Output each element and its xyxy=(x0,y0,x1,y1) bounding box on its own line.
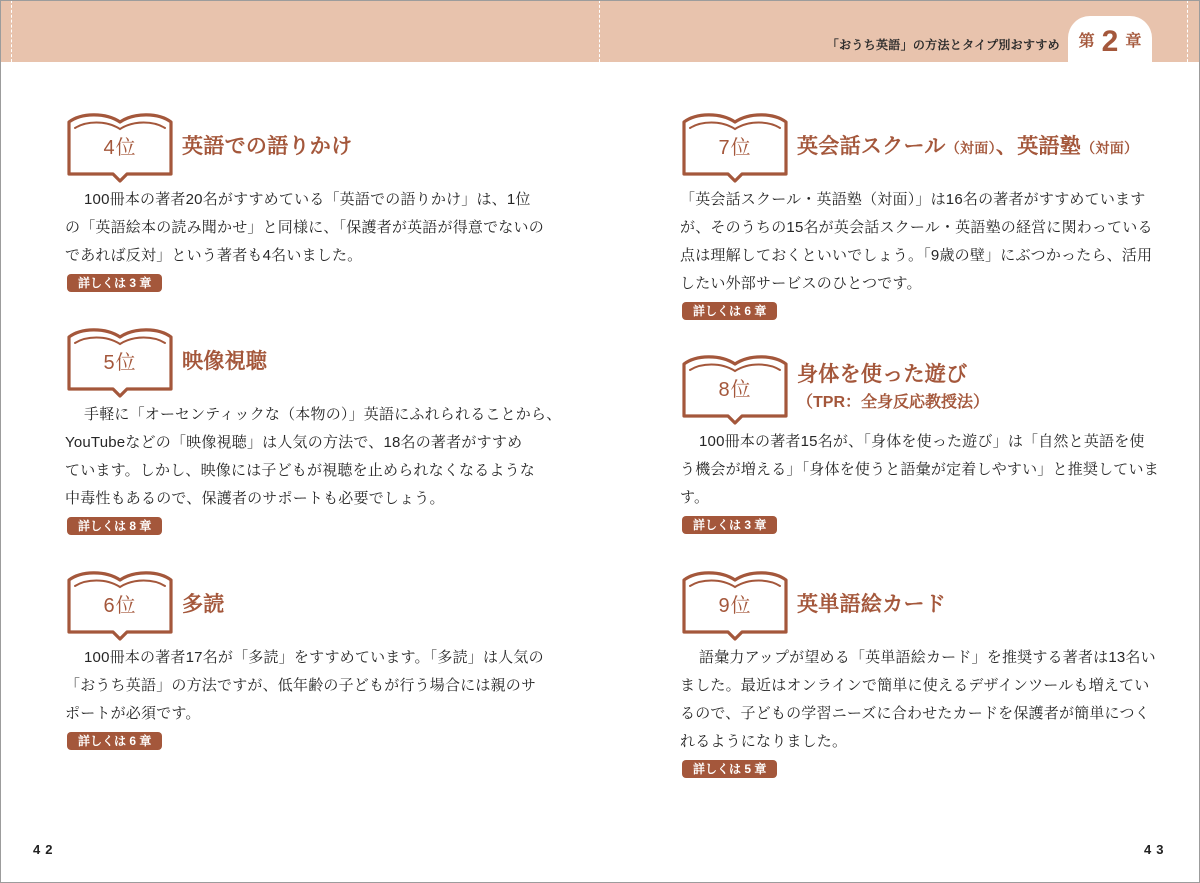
title-block xyxy=(797,133,1138,162)
chapter-prefix: 第 xyxy=(1078,33,1095,50)
item-description xyxy=(65,644,544,728)
description-line: の「英語絵本の読み聞かせ」と同様に、「保護者が英語が得意でないの xyxy=(65,219,544,236)
item-description xyxy=(680,644,1156,756)
item-heading xyxy=(65,110,535,184)
page-number-right: 43 xyxy=(1144,842,1169,857)
rank-label: 5位 xyxy=(103,352,137,374)
description-line: 100冊本の著者20名がすすめている「英語での語りかけ」は、1位 xyxy=(84,191,531,208)
item-heading xyxy=(65,325,535,399)
title-segment: 、英語塾 xyxy=(995,134,1082,158)
chapter-suffix: 章 xyxy=(1125,33,1142,50)
rank-frame xyxy=(65,325,175,399)
description-line: す。 xyxy=(680,489,710,506)
item-title: 身体を使った遊び xyxy=(797,363,968,386)
title-block xyxy=(182,591,225,619)
description-line: れるようになりました。 xyxy=(680,733,848,750)
description-line: 語彙力アップが望める「英単語絵カード」を推奨する著者は13名い xyxy=(699,649,1156,666)
description-line: 点は理解しておくといいでしょう。「9歳の壁」にぶつかったら、活用 xyxy=(680,247,1153,264)
item-description xyxy=(680,428,1159,512)
trim-line-center xyxy=(599,0,600,62)
description-line: 「おうち英語」の方法ですが、低年齢の子どもが行う場合には親のサ xyxy=(65,677,537,694)
rank-label: 9位 xyxy=(718,595,752,617)
description-line: 「英会話スクール・英語塾（対面）」は16名の著者がすすめています xyxy=(680,191,1146,208)
item-title: 英語での語りかけ xyxy=(182,135,353,158)
item-description xyxy=(65,401,562,513)
description-line: 100冊本の著者15名が、「身体を使った遊び」は「自然と英語を使 xyxy=(699,433,1145,450)
title-block xyxy=(797,361,989,417)
running-title: 「おうち英語」の方法とタイプ別おすすめ xyxy=(826,38,1060,52)
rank-frame xyxy=(65,110,175,184)
see-chapter-tag: 詳しくは 6 章 xyxy=(67,732,162,750)
title-block xyxy=(182,133,352,161)
rank-label: 8位 xyxy=(718,379,752,401)
see-chapter-tag: 詳しくは 3 章 xyxy=(682,516,777,534)
item-title: 英単語絵カード xyxy=(797,593,947,616)
trim-line-right xyxy=(1187,0,1188,62)
rank-label: 6位 xyxy=(103,595,137,617)
description-line: であれば反対」という著者も4名いました。 xyxy=(65,247,363,264)
item-heading xyxy=(680,352,1150,426)
description-line: ています。しかし、映像には子どもが視聴を止められなくなるような xyxy=(65,462,536,479)
chapter-tab xyxy=(1068,16,1152,62)
ranking-item-9th xyxy=(680,568,1156,778)
item-title: 多読 xyxy=(182,593,225,616)
see-chapter-tag: 詳しくは 6 章 xyxy=(682,302,777,320)
description-line: 中毒性もあるので、保護者のサポートも必要でしょう。 xyxy=(65,490,445,507)
item-subtitle: （TPR：全身反応教授法） xyxy=(797,394,990,411)
description-line: YouTubeなどの「映像視聴」は人気の方法で、18名の著者がすすめ xyxy=(65,434,523,451)
ranking-item-7th xyxy=(680,110,1153,320)
rank-label: 7位 xyxy=(718,137,752,159)
item-heading xyxy=(680,568,1150,642)
description-line: ポートが必須です。 xyxy=(65,705,201,722)
rank-label: 4位 xyxy=(103,137,137,159)
ranking-item-6th xyxy=(65,568,544,750)
page-number-left: 42 xyxy=(33,842,58,857)
description-line: う機会が増える」「身体を使うと語彙が定着しやすい」と推奨していま xyxy=(680,461,1159,478)
title-note: （対面） xyxy=(945,139,996,156)
rank-frame xyxy=(680,568,790,642)
rank-frame xyxy=(65,568,175,642)
ranking-item-5th xyxy=(65,325,562,535)
item-title: 映像視聴 xyxy=(182,350,268,373)
chapter-number: 2 xyxy=(1101,25,1119,58)
see-chapter-tag: 詳しくは 8 章 xyxy=(67,517,162,535)
title-note: （対面） xyxy=(1081,139,1139,156)
description-line: ました。最近はオンラインで簡単に使えるデザインツールも増えてい xyxy=(680,677,1150,694)
item-title xyxy=(797,133,1138,162)
see-chapter-tag: 詳しくは 5 章 xyxy=(682,760,777,778)
title-block xyxy=(182,348,267,376)
item-description xyxy=(680,186,1153,298)
title-block xyxy=(797,591,946,619)
description-line: したい外部サービスのひとつです。 xyxy=(680,275,922,292)
ranking-item-8th xyxy=(680,352,1159,534)
rank-frame xyxy=(680,352,790,426)
description-line: るので、子どもの学習ニーズに合わせたカードを保護者が簡単につく xyxy=(680,705,1150,722)
description-line: が、そのうちの15名が英会話スクール・英語塾の経営に関わっている xyxy=(680,219,1153,236)
item-heading xyxy=(65,568,535,642)
ranking-item-4th xyxy=(65,110,544,292)
rank-frame xyxy=(680,110,790,184)
trim-line-left xyxy=(11,0,12,62)
description-line: 100冊本の著者17名が「多読」をすすめています。「多読」は人気の xyxy=(84,649,544,666)
title-segment: 英会話スクール xyxy=(797,134,946,158)
item-description xyxy=(65,186,544,270)
item-heading xyxy=(680,110,1150,184)
description-line: 手軽に「オーセンティックな（本物の）」英語にふれられることから、 xyxy=(84,406,562,423)
see-chapter-tag: 詳しくは 3 章 xyxy=(67,274,162,292)
